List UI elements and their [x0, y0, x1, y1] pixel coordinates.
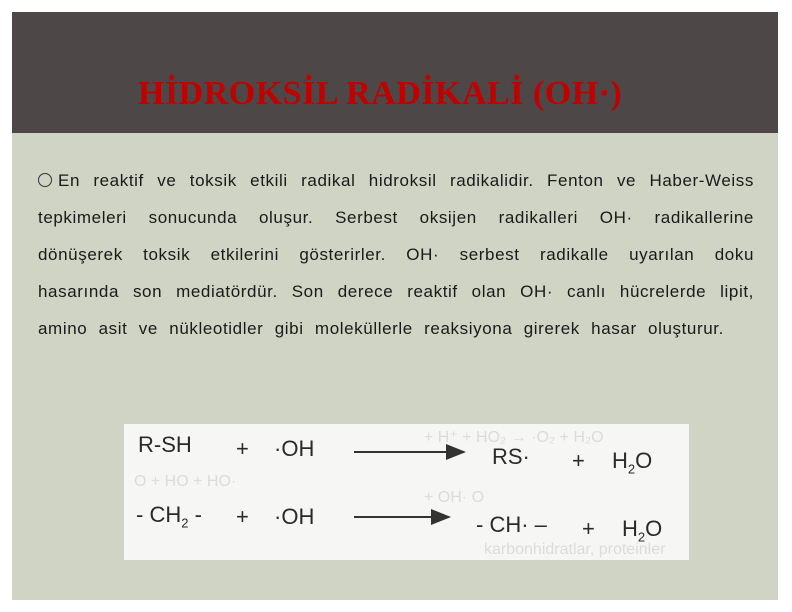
- reaction-2-reactant: - $CH_2$ -: [136, 502, 202, 531]
- svg-text:+ OH· O: + OH· O: [424, 489, 485, 506]
- reaction-1-water: $H_2O$: [612, 448, 653, 477]
- svg-text:O + HO + HO·: O + HO + HO·: [134, 473, 237, 490]
- slide-title: HİDROKSİL RADİKALİ (OH·): [138, 75, 623, 112]
- reaction-1-reagent: ·OH: [274, 436, 315, 461]
- reaction-1-plus-2: +: [572, 448, 585, 473]
- reaction-1-plus: +: [236, 436, 249, 461]
- body-paragraph: [38, 162, 754, 347]
- title-bar: [12, 12, 778, 133]
- bullet-circle-icon: [38, 173, 52, 187]
- reaction-2-plus-2: +: [582, 516, 595, 541]
- slide: [12, 12, 778, 600]
- reaction-equations-image: [124, 424, 689, 560]
- svg-text:karbonhidratlar, proteinler: karbonhidratlar, proteinler: [484, 541, 666, 558]
- reaction-2-plus: +: [236, 504, 249, 529]
- svg-text:+ H⁺ + HO₂ → ·O₂ + H₂O: + H⁺ + HO₂ → ·O₂ + H₂O: [424, 429, 604, 446]
- reaction-1-product: RS·: [492, 444, 530, 469]
- reaction-1-reactant: R-SH: [138, 432, 192, 457]
- reaction-background: [124, 424, 689, 560]
- reaction-2-product: - CH· –: [476, 512, 547, 537]
- reaction-2-water: $H_2O$: [622, 516, 663, 545]
- paragraph-text: En reaktif ve toksik etkili radikal hidroksil radikalidir. Fenton ve Haber-Weiss tepkimeleri sonucunda oluşur. Serbest oksijen radikalleri OH· radikallerine dönüşerek toksik etkilerini gösterirler. OH· serbest radikalle uyarılan doku hasarında son mediatördür. Son derece reaktif olan OH· canlı hücrelerde lipit, amino asit ve nükleotidler gibi moleküllerle reaksiyona girerek hasar oluşturur.: [38, 171, 754, 338]
- reaction-2-reagent: ·OH: [274, 504, 315, 529]
